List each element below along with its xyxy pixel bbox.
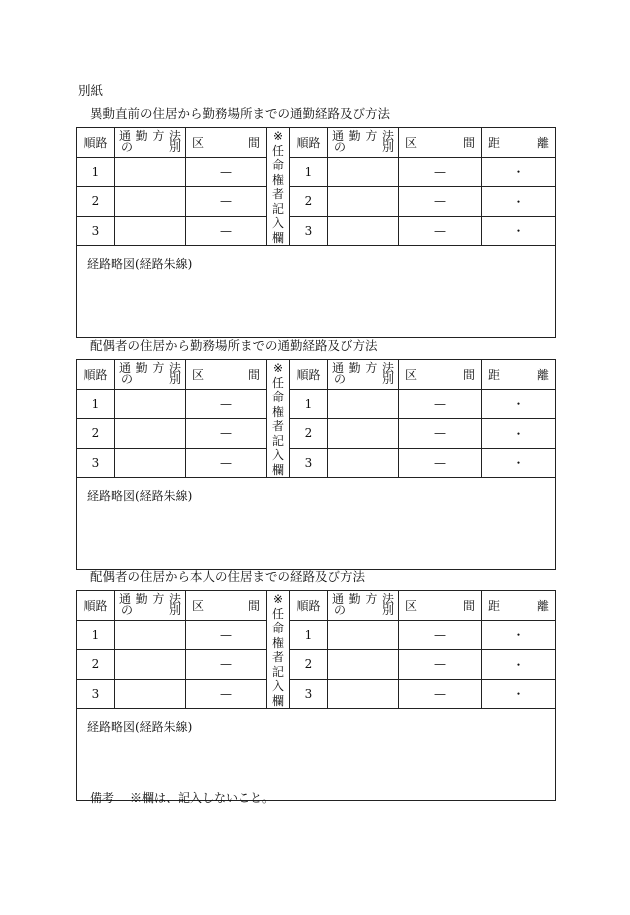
remarks-label: 備考: [90, 791, 115, 805]
row-number: 1: [290, 157, 328, 187]
header-method: 通 勤 方 法 の 別: [328, 360, 399, 390]
distance-cell[interactable]: ・: [482, 620, 556, 650]
section-title: 異動直前の住居から勤務場所までの通勤経路及び方法: [90, 106, 391, 121]
header-section: 区 間: [399, 128, 482, 158]
header-section: 区 間: [186, 128, 267, 158]
distance-cell[interactable]: ・: [482, 216, 556, 246]
method-cell[interactable]: [328, 620, 399, 650]
appointer-entry-column: ※ 任 命 権 者 記 入 欄: [267, 591, 290, 709]
row-number: 1: [290, 620, 328, 650]
header-method: 通 勤 方 法 の 別: [115, 128, 186, 158]
row-number: 3: [290, 448, 328, 478]
distance-cell[interactable]: ・: [482, 187, 556, 217]
route-table: [76, 590, 556, 801]
table-row: [77, 620, 556, 650]
section-cell[interactable]: —: [186, 157, 267, 187]
route-table: [76, 127, 556, 338]
method-cell[interactable]: [115, 389, 186, 419]
appointer-entry-column: ※ 任 命 権 者 記 入 欄: [267, 128, 290, 246]
method-cell[interactable]: [328, 448, 399, 478]
section-cell[interactable]: —: [399, 650, 482, 680]
method-cell[interactable]: [115, 216, 186, 246]
row-number: 3: [77, 448, 115, 478]
row-number: 3: [290, 679, 328, 709]
section-cell[interactable]: —: [186, 448, 267, 478]
table-row: [77, 157, 556, 187]
section-cell[interactable]: —: [186, 187, 267, 217]
section-cell[interactable]: —: [186, 679, 267, 709]
section-cell[interactable]: —: [399, 389, 482, 419]
method-cell[interactable]: [328, 679, 399, 709]
header-section: 区 間: [186, 360, 267, 390]
row-number: 3: [77, 216, 115, 246]
remarks-note: [90, 789, 274, 806]
section-title: 配偶者の住居から本人の住居までの経路及び方法: [90, 569, 366, 584]
table-row: [77, 650, 556, 680]
distance-cell[interactable]: ・: [482, 157, 556, 187]
header-section: 区 間: [186, 591, 267, 621]
section-cell[interactable]: —: [399, 679, 482, 709]
attachment-label: 別紙: [78, 83, 104, 98]
header-distance: 距 離: [482, 360, 556, 390]
row-number: 2: [77, 650, 115, 680]
method-cell[interactable]: [328, 187, 399, 217]
header-distance: 距 離: [482, 591, 556, 621]
row-number: 1: [77, 389, 115, 419]
distance-cell[interactable]: ・: [482, 650, 556, 680]
header-section: 区 間: [399, 591, 482, 621]
method-cell[interactable]: [115, 448, 186, 478]
header-method: 通 勤 方 法 の 別: [115, 360, 186, 390]
header-order: 順路: [290, 591, 328, 621]
header-order: 順路: [290, 128, 328, 158]
remarks-text: ※欄は、記入しないこと。: [130, 791, 275, 805]
table-row: [77, 448, 556, 478]
method-cell[interactable]: [115, 620, 186, 650]
distance-cell[interactable]: ・: [482, 389, 556, 419]
row-number: 2: [290, 650, 328, 680]
header-method: 通 勤 方 法 の 別: [328, 591, 399, 621]
header-method: 通 勤 方 法 の 別: [328, 128, 399, 158]
table-row: [77, 187, 556, 217]
section-cell[interactable]: —: [399, 419, 482, 449]
route-map-label: 経路略図(経路朱線): [87, 257, 193, 271]
section-cell[interactable]: —: [399, 216, 482, 246]
header-order: 順路: [77, 360, 115, 390]
section-cell[interactable]: —: [186, 650, 267, 680]
section-cell[interactable]: —: [399, 620, 482, 650]
route-map-label: 経路略図(経路朱線): [87, 489, 193, 503]
section-cell[interactable]: —: [186, 620, 267, 650]
method-cell[interactable]: [328, 419, 399, 449]
method-cell[interactable]: [328, 157, 399, 187]
method-cell[interactable]: [115, 650, 186, 680]
section-cell[interactable]: —: [399, 157, 482, 187]
distance-cell[interactable]: ・: [482, 679, 556, 709]
section-cell[interactable]: —: [399, 448, 482, 478]
row-number: 2: [290, 419, 328, 449]
route-map-area[interactable]: [77, 246, 556, 338]
row-number: 2: [290, 187, 328, 217]
section-cell[interactable]: —: [186, 389, 267, 419]
header-method: 通 勤 方 法 の 別: [115, 591, 186, 621]
method-cell[interactable]: [115, 679, 186, 709]
row-number: 1: [77, 620, 115, 650]
method-cell[interactable]: [328, 216, 399, 246]
header-section: 区 間: [399, 360, 482, 390]
table-row: [77, 216, 556, 246]
method-cell[interactable]: [328, 389, 399, 419]
header-distance: 距 離: [482, 128, 556, 158]
method-cell[interactable]: [115, 187, 186, 217]
method-cell[interactable]: [115, 157, 186, 187]
table-row: [77, 419, 556, 449]
section-cell[interactable]: —: [186, 216, 267, 246]
appointer-entry-column: ※ 任 命 権 者 記 入 欄: [267, 360, 290, 478]
section-cell[interactable]: —: [186, 419, 267, 449]
method-cell[interactable]: [115, 419, 186, 449]
header-order: 順路: [77, 128, 115, 158]
row-number: 3: [290, 216, 328, 246]
distance-cell[interactable]: ・: [482, 419, 556, 449]
row-number: 1: [290, 389, 328, 419]
header-order: 順路: [290, 360, 328, 390]
table-row: [77, 679, 556, 709]
section-title: 配偶者の住居から勤務場所までの通勤経路及び方法: [90, 338, 378, 353]
route-map-area[interactable]: [77, 478, 556, 570]
row-number: 2: [77, 419, 115, 449]
route-table: [76, 359, 556, 570]
row-number: 1: [77, 157, 115, 187]
route-map-area[interactable]: [77, 709, 556, 801]
row-number: 3: [77, 679, 115, 709]
table-row: [77, 389, 556, 419]
distance-cell[interactable]: ・: [482, 448, 556, 478]
route-map-label: 経路略図(経路朱線): [87, 720, 193, 734]
header-order: 順路: [77, 591, 115, 621]
row-number: 2: [77, 187, 115, 217]
section-cell[interactable]: —: [399, 187, 482, 217]
method-cell[interactable]: [328, 650, 399, 680]
